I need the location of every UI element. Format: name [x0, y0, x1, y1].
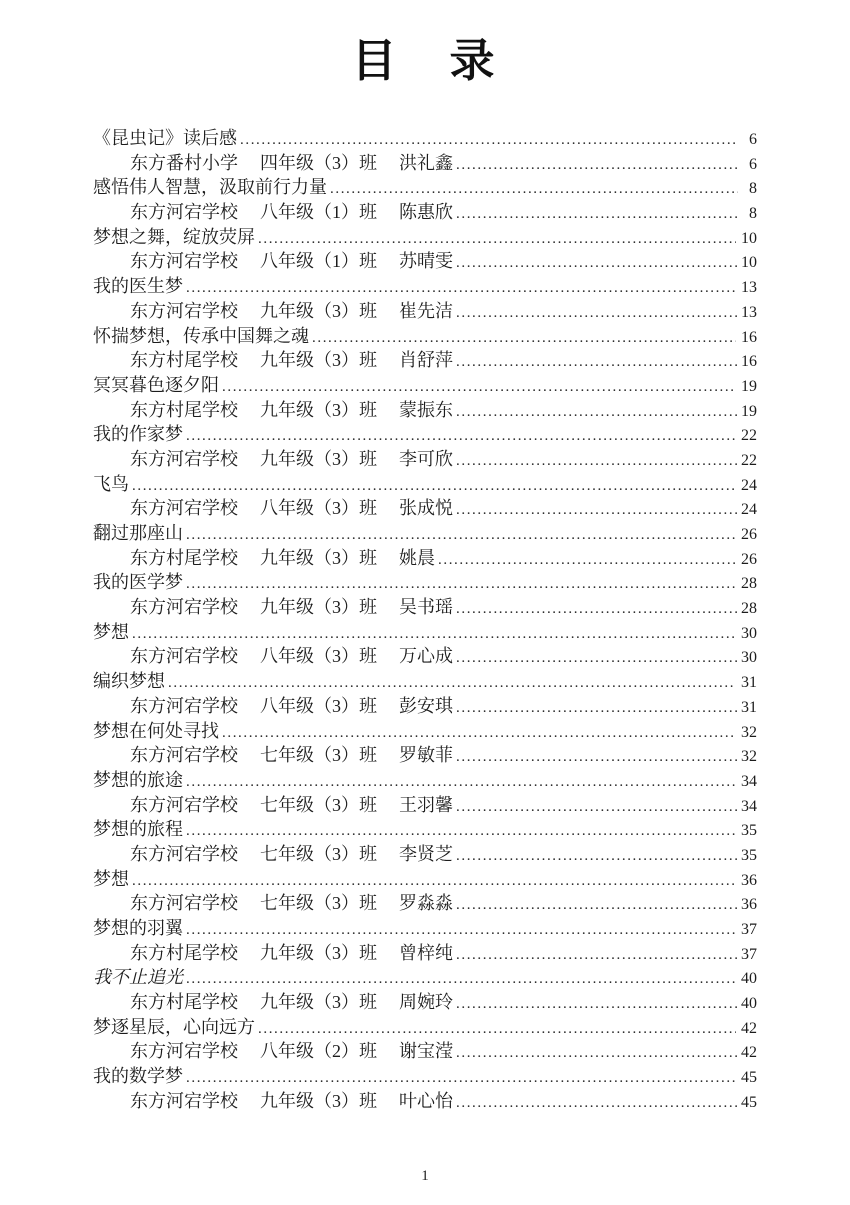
class-name: 四年级（3）班	[260, 152, 377, 173]
dot-leader	[456, 943, 738, 968]
page-number: 35	[741, 846, 757, 864]
dot-leader	[258, 1017, 736, 1042]
toc-title-row	[93, 768, 757, 793]
page-number: 26	[741, 526, 757, 543]
page-number: 6	[749, 131, 757, 148]
toc-author-row	[93, 200, 757, 225]
toc-title-row	[93, 126, 757, 151]
toc-author-row	[93, 595, 757, 620]
essay-title: 我的医生梦	[93, 276, 183, 297]
dot-leader	[456, 646, 738, 671]
essay-title: 冥冥暮色逐夕阳	[93, 374, 219, 395]
page-number: 45	[741, 1069, 757, 1087]
toc-entry	[93, 620, 757, 669]
toc-author-row	[93, 546, 757, 571]
toc-title-row	[93, 373, 757, 398]
school-name: 东方河宕学校	[130, 300, 238, 321]
page-number: 24	[741, 476, 757, 494]
page-number: 31	[741, 674, 757, 692]
class-name: 八年级（1）班	[260, 251, 377, 272]
dot-leader	[456, 597, 738, 622]
toc-author-row	[93, 743, 757, 768]
page-number: 32	[741, 748, 757, 766]
class-name: 七年级（3）班	[260, 843, 377, 864]
page-number: 36	[741, 896, 757, 914]
class-name: 七年级（3）班	[260, 893, 377, 914]
dot-leader	[240, 128, 738, 153]
toc-entry	[93, 965, 757, 1014]
page-number: 26	[741, 550, 757, 568]
toc-entry	[93, 472, 757, 521]
toc-author-row	[93, 151, 757, 176]
page-number: 32	[741, 723, 757, 741]
toc-title-row	[93, 620, 757, 645]
student-name: 王羽馨	[399, 794, 453, 815]
toc-entry	[93, 175, 757, 224]
student-name: 曾梓纯	[399, 942, 453, 963]
dot-leader	[456, 795, 738, 820]
toc-author-row	[93, 447, 757, 472]
toc-title-row	[93, 965, 757, 990]
school-name: 东方河宕学校	[130, 646, 238, 667]
student-name: 李贤芝	[399, 843, 453, 864]
class-name: 八年级（2）班	[260, 1041, 377, 1062]
student-name: 姚晨	[399, 547, 435, 568]
page-number: 28	[741, 600, 757, 618]
essay-title: 梦想在何处寻找	[93, 720, 219, 741]
page-number: 42	[741, 1044, 757, 1062]
essay-title: 《昆虫记》读后感	[93, 128, 237, 148]
student-name: 万心成	[399, 646, 453, 667]
toc-entry	[93, 719, 757, 768]
dot-leader	[456, 745, 738, 770]
student-name: 吴书瑶	[399, 597, 453, 618]
school-name: 东方河宕学校	[130, 1041, 238, 1062]
page-number: 16	[741, 328, 757, 346]
page-title: 目 录	[351, 36, 499, 86]
school-name: 东方河宕学校	[130, 202, 238, 223]
page-number: 37	[741, 921, 757, 938]
page-number: 28	[741, 575, 757, 593]
toc-author-row	[93, 348, 757, 373]
page-number: 19	[741, 402, 757, 420]
toc-title-row	[93, 472, 757, 497]
page-number: 8	[749, 180, 757, 198]
page-number: 40	[741, 995, 757, 1013]
class-name: 九年级（3）班	[260, 547, 377, 568]
student-name: 陈惠欣	[399, 202, 453, 223]
footer-page-number: 1	[421, 1168, 429, 1184]
essay-title: 我的作家梦	[93, 424, 183, 445]
dot-leader	[186, 819, 736, 844]
essay-title: 梦想的旅程	[93, 819, 183, 840]
essay-title: 梦想的羽翼	[93, 918, 183, 938]
class-name: 八年级（1）班	[260, 202, 377, 223]
dot-leader	[456, 992, 738, 1017]
dot-leader	[312, 326, 736, 351]
toc-title-row	[93, 719, 757, 744]
toc-title-row	[93, 867, 757, 892]
dot-leader	[456, 844, 738, 869]
toc-entry	[93, 324, 757, 373]
dot-leader	[186, 967, 736, 992]
dot-leader	[456, 1041, 738, 1066]
class-name: 七年级（3）班	[260, 745, 377, 766]
class-name: 九年级（3）班	[260, 350, 377, 371]
class-name: 九年级（3）班	[260, 1090, 377, 1111]
toc-author-row	[93, 694, 757, 719]
dot-leader	[186, 1066, 736, 1091]
school-name: 东方河宕学校	[130, 893, 238, 914]
toc-author-row	[93, 644, 757, 669]
dot-leader	[258, 227, 736, 252]
class-name: 八年级（3）班	[260, 646, 377, 667]
student-name: 李可欣	[399, 448, 453, 469]
toc-author-row	[93, 299, 757, 324]
toc-title-row	[93, 422, 757, 447]
class-name: 九年级（3）班	[260, 942, 377, 963]
dot-leader	[456, 1091, 738, 1116]
toc-title-row	[93, 1015, 757, 1040]
student-name: 罗敏菲	[399, 745, 453, 766]
dot-leader	[456, 498, 738, 523]
page-number: 35	[741, 822, 757, 840]
toc-title-row	[93, 669, 757, 694]
dot-leader	[186, 572, 736, 597]
school-name: 东方番村小学	[130, 152, 238, 173]
dot-leader	[186, 770, 736, 795]
dot-leader	[456, 202, 738, 227]
toc-entry	[93, 916, 757, 965]
student-name: 彭安琪	[399, 695, 453, 716]
toc-entry	[93, 817, 757, 866]
page-number: 13	[741, 303, 757, 321]
dot-leader	[456, 153, 738, 178]
page-number: 37	[741, 945, 757, 963]
page-number: 10	[741, 254, 757, 272]
page-number: 40	[741, 970, 757, 988]
page-number: 24	[741, 501, 757, 519]
dot-leader	[222, 375, 736, 400]
page-number: 13	[741, 279, 757, 297]
toc-entry	[93, 422, 757, 471]
student-name: 张成悦	[399, 498, 453, 519]
essay-title: 我的医学梦	[93, 572, 183, 593]
dot-leader	[132, 622, 736, 647]
essay-title: 飞鸟	[93, 473, 129, 494]
toc-author-row	[93, 941, 757, 966]
student-name: 崔先洁	[399, 300, 453, 321]
page-number: 10	[741, 229, 757, 247]
dot-leader	[456, 696, 738, 721]
essay-title: 梦逐星辰，心向远方	[93, 1016, 255, 1037]
toc-title-row	[93, 225, 757, 250]
student-name: 苏晴雯	[399, 251, 453, 272]
toc-author-row	[93, 398, 757, 423]
essay-title: 梦想	[93, 621, 129, 642]
school-name: 东方村尾学校	[130, 942, 238, 963]
essay-title: 梦想的旅途	[93, 769, 183, 790]
page-number: 30	[741, 624, 757, 642]
page-number: 45	[741, 1093, 757, 1111]
school-name: 东方河宕学校	[130, 1090, 238, 1111]
dot-leader	[132, 474, 736, 499]
school-name: 东方河宕学校	[130, 498, 238, 519]
dot-leader	[456, 893, 738, 918]
dot-leader	[186, 424, 736, 449]
page-number: 34	[741, 772, 757, 790]
school-name: 东方河宕学校	[130, 843, 238, 864]
essay-title: 梦想之舞，绽放荧屏	[93, 226, 255, 247]
dot-leader	[456, 400, 738, 425]
student-name: 肖舒萍	[399, 350, 453, 371]
essay-title: 翻过那座山	[93, 523, 183, 543]
dot-leader	[456, 350, 738, 375]
dot-leader	[168, 671, 736, 696]
toc-entry	[93, 768, 757, 817]
toc-title-row	[93, 175, 757, 200]
page-number: 22	[741, 451, 757, 469]
school-name: 东方村尾学校	[130, 350, 238, 371]
toc-title-row	[93, 916, 757, 941]
toc-author-row	[93, 1039, 757, 1064]
student-name: 叶心怡	[399, 1090, 453, 1111]
page-number: 42	[741, 1019, 757, 1037]
page-number: 8	[749, 205, 757, 223]
toc-author-row	[93, 842, 757, 867]
student-name: 蒙振东	[399, 399, 453, 420]
class-name: 九年级（3）班	[260, 597, 377, 618]
class-name: 九年级（3）班	[260, 399, 377, 420]
page-number: 30	[741, 649, 757, 667]
dot-leader	[186, 276, 736, 301]
essay-title: 梦想	[93, 868, 129, 889]
toc-entry	[93, 570, 757, 619]
class-name: 八年级（3）班	[260, 695, 377, 716]
dot-leader	[330, 177, 738, 202]
page-number: 19	[741, 377, 757, 395]
school-name: 东方村尾学校	[130, 399, 238, 420]
class-name: 九年级（3）班	[260, 448, 377, 469]
toc-author-row	[93, 990, 757, 1015]
toc-author-row	[93, 1089, 757, 1114]
student-name: 洪礼鑫	[399, 152, 453, 173]
toc-entry	[93, 669, 757, 718]
school-name: 东方河宕学校	[130, 251, 238, 272]
toc-entry	[93, 126, 757, 175]
dot-leader	[132, 869, 736, 894]
toc-author-row	[93, 249, 757, 274]
student-name: 周婉玲	[399, 992, 453, 1013]
essay-title: 怀揣梦想，传承中国舞之魂	[93, 325, 309, 346]
student-name: 罗淼淼	[399, 893, 453, 914]
page-number: 34	[741, 797, 757, 815]
essay-title: 我不止追光	[93, 967, 183, 988]
dot-leader	[186, 523, 736, 548]
class-name: 九年级（3）班	[260, 300, 377, 321]
page-number: 22	[741, 427, 757, 445]
toc-entry	[93, 521, 757, 570]
school-name: 东方河宕学校	[130, 745, 238, 766]
toc-author-row	[93, 793, 757, 818]
table-of-contents	[93, 126, 757, 1114]
school-name: 东方河宕学校	[130, 448, 238, 469]
toc-author-row	[93, 496, 757, 521]
toc-author-row	[93, 891, 757, 916]
class-name: 八年级（3）班	[260, 498, 377, 519]
page-number: 16	[741, 353, 757, 371]
school-name: 东方河宕学校	[130, 695, 238, 716]
toc-entry	[93, 225, 757, 274]
toc-entry	[93, 274, 757, 323]
school-name: 东方河宕学校	[130, 794, 238, 815]
page-number: 36	[741, 871, 757, 889]
toc-title-row	[93, 1064, 757, 1089]
dot-leader	[438, 548, 738, 573]
dot-leader	[456, 301, 738, 326]
toc-entry	[93, 373, 757, 422]
page-number: 31	[741, 698, 757, 716]
dot-leader	[186, 918, 736, 943]
toc-entry	[93, 1064, 757, 1113]
school-name: 东方村尾学校	[130, 547, 238, 568]
toc-entry	[93, 867, 757, 916]
class-name: 九年级（3）班	[260, 992, 377, 1013]
essay-title: 感悟伟人智慧，汲取前行力量	[93, 177, 327, 198]
dot-leader	[222, 721, 736, 746]
dot-leader	[456, 251, 738, 276]
student-name: 谢宝滢	[399, 1041, 453, 1062]
school-name: 东方村尾学校	[130, 992, 238, 1013]
class-name: 七年级（3）班	[260, 794, 377, 815]
essay-title: 编织梦想	[93, 671, 165, 692]
essay-title: 我的数学梦	[93, 1066, 183, 1087]
dot-leader	[456, 449, 738, 474]
toc-entry	[93, 1015, 757, 1064]
toc-title-row	[93, 570, 757, 595]
toc-title-row	[93, 324, 757, 349]
school-name: 东方河宕学校	[130, 597, 238, 618]
toc-title-row	[93, 521, 757, 546]
toc-title-row	[93, 817, 757, 842]
toc-title-row	[93, 274, 757, 299]
page-number: 6	[749, 155, 757, 173]
